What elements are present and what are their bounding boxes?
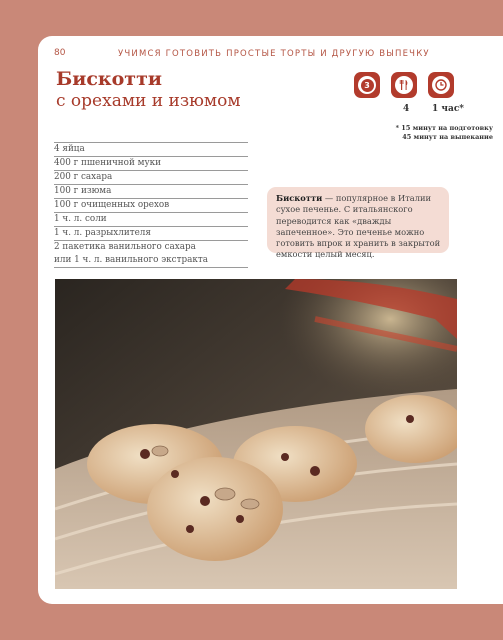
time-note-prep: * 15 минут на подготовку [395,124,493,132]
ingredient-item: 1 ч. л. разрыхлителя [54,227,248,241]
page-number: 80 [54,48,66,58]
difficulty-icon [354,72,380,98]
ingredient-item: 400 г пшеничной муки [54,157,248,171]
servings-value: 4 [403,104,410,114]
recipe-subtitle: с орехами и изюмом [56,91,241,111]
ingredient-item: 100 г изюма [54,185,248,199]
fork-knife-icon [391,72,417,98]
ingredient-item: 100 г очищенных орехов [54,199,248,213]
ingredient-item: 200 г сахара [54,171,248,185]
ingredient-item: 1 ч. л. соли [54,213,248,227]
ingredients-list [54,142,248,268]
description-text: — популярное в Италии сухое печенье. С итальянского переводится как «дважды запеченное». Это печенье можно готовить впрок и хранить в закрытой емкости целый месяц. [276,193,441,260]
recipe-info-values [384,104,464,118]
ingredient-item: 2 пакетика ванильного сахара [54,242,196,252]
cookbook-page [38,36,503,604]
difficulty-level: 3 [361,79,374,92]
clock-icon [428,72,454,98]
time-value: 1 час* [432,104,465,114]
biscotti-photo [55,279,457,589]
description-box [267,187,449,260]
recipe-info-icons [354,72,454,102]
ingredient-item: или 1 ч. л. ванильного экстракта [54,254,248,268]
time-note-bake: 45 минут на выпекание [402,133,493,141]
time-notes [396,124,493,142]
ingredient-item: 4 яйца [54,142,248,157]
running-header: УЧИМСЯ ГОТОВИТЬ ПРОСТЫЕ ТОРТЫ И ДРУГУЮ ВЫПЕЧКУ [118,49,430,59]
description-term: Бискотти [276,193,323,203]
recipe-title: Бискотти [56,68,162,90]
